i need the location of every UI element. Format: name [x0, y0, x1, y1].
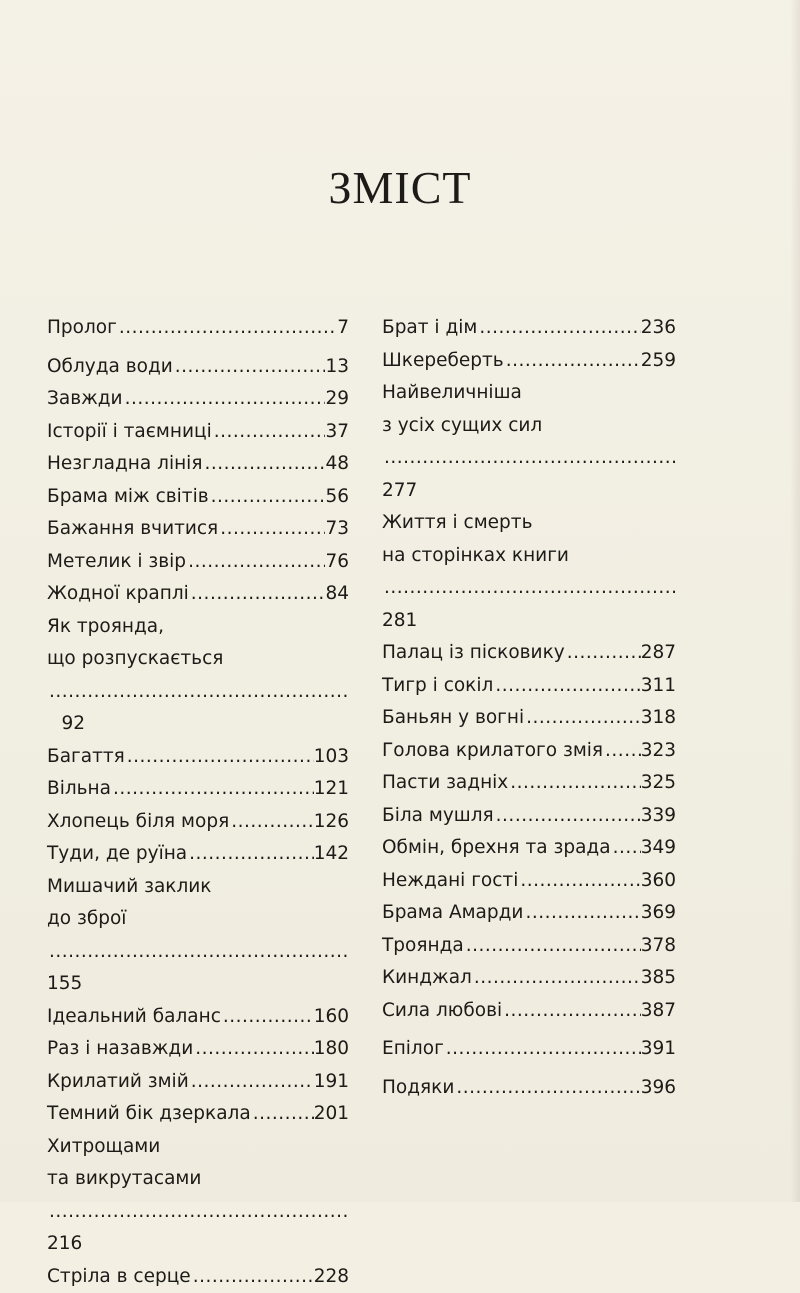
toc-leader-dots	[223, 1001, 314, 1034]
toc-entry-title: Крилатий змій	[47, 1066, 189, 1099]
toc-entry	[382, 1033, 676, 1066]
toc-entry-page: 92	[47, 708, 85, 741]
toc-leader-dots	[191, 1066, 314, 1099]
toc-entry-page: 325	[641, 767, 676, 800]
toc-entry	[382, 312, 676, 345]
toc-leader-dots	[384, 572, 676, 605]
toc-entry-page: 13	[325, 351, 349, 384]
toc-entry-page: 56	[325, 481, 349, 514]
toc-entry	[47, 1261, 349, 1293]
toc-entry-title: Багаття	[47, 741, 125, 774]
toc-entry-title: Троянда	[382, 930, 464, 963]
toc-entry	[382, 930, 676, 963]
toc-entry	[382, 702, 676, 735]
toc-leader-dots	[193, 1261, 314, 1293]
toc-entry-title: Сила любові	[382, 995, 502, 1028]
toc-entry-page: 277	[382, 475, 417, 508]
toc-entry	[47, 871, 349, 1001]
toc-entry-page: 311	[641, 670, 676, 703]
toc-leader-dots	[188, 546, 325, 579]
toc-entry-title: Шкереберть	[382, 345, 504, 378]
toc-entry-title: Голова крилатого змія	[382, 735, 603, 768]
toc-leader-dots	[195, 1033, 313, 1066]
toc-entry-page: 259	[641, 345, 676, 378]
toc-entry	[47, 806, 349, 839]
toc-entry	[382, 377, 676, 507]
toc-entry-page: 387	[641, 995, 676, 1028]
toc-entry-title: Кинджал	[382, 962, 472, 995]
toc-leader-dots	[214, 416, 326, 449]
toc-entry-title: Пасти задніх	[382, 767, 508, 800]
toc-entry-title: Епілог	[382, 1033, 444, 1066]
toc-leader-dots	[113, 773, 314, 806]
toc-leader-dots	[49, 1196, 349, 1229]
toc-entry	[382, 832, 676, 865]
toc-entry-title: Хлопець біля моря	[47, 806, 229, 839]
toc-leader-dots	[526, 702, 641, 735]
toc-leader-dots	[204, 448, 325, 481]
toc-leader-dots	[605, 735, 641, 768]
toc-entry	[47, 1098, 349, 1131]
toc-entry	[47, 312, 349, 345]
page-title: ЗМІСТ	[0, 165, 800, 211]
toc-entry-page: 360	[641, 865, 676, 898]
toc-leader-dots	[384, 442, 676, 475]
toc-entry-page: 126	[314, 806, 349, 839]
toc-leader-dots	[504, 995, 641, 1028]
toc-leader-dots	[520, 865, 640, 898]
toc-entry-title-line2: на сторінках книги	[382, 540, 569, 573]
toc-entry-page: 369	[641, 897, 676, 930]
toc-entry	[47, 546, 349, 579]
toc-entry-title: Брат і дім	[382, 312, 477, 345]
toc-leader-dots	[253, 1098, 314, 1131]
toc-entry-title: Бажання вчитися	[47, 513, 218, 546]
toc-entry-page: 396	[641, 1072, 676, 1105]
toc-entry-title: Палац із пісковику	[382, 637, 565, 670]
toc-leader-dots	[175, 351, 326, 384]
toc-entry-title-line2: до зброї	[47, 903, 126, 936]
toc-leader-dots	[446, 1033, 641, 1066]
toc-entry	[47, 1066, 349, 1099]
toc-entry	[47, 741, 349, 774]
toc-entry	[47, 1131, 349, 1261]
toc-entry-title: Завжди	[47, 383, 123, 416]
toc-entry-page: 121	[314, 773, 349, 806]
toc-entry	[382, 507, 676, 637]
toc-entry-title-line2: з усіх сущих сил	[382, 410, 542, 443]
toc-entry	[382, 345, 676, 378]
toc-entry-page: 180	[314, 1033, 349, 1066]
toc-entry	[382, 897, 676, 930]
toc-entry	[382, 637, 676, 670]
toc-entry-title: Туди, де руїна	[47, 838, 187, 871]
toc-entry-page: 84	[325, 578, 349, 611]
toc-entry-title-line2: що розпускається	[47, 643, 223, 676]
toc-entry	[47, 481, 349, 514]
toc-entry-page: 76	[325, 546, 349, 579]
toc-leader-dots	[49, 936, 349, 969]
toc-leader-dots	[510, 767, 640, 800]
toc-entry-title: Біла мушля	[382, 800, 494, 833]
toc-entry	[47, 773, 349, 806]
toc-leader-dots	[474, 962, 641, 995]
toc-entry	[382, 735, 676, 768]
toc-entry-page: 7	[337, 312, 349, 345]
toc-entry-title: Метелик і звір	[47, 546, 186, 579]
toc-entry-title: Історії і таємниці	[47, 416, 212, 449]
toc-entry-title: Вільна	[47, 773, 111, 806]
toc-leader-dots	[49, 676, 349, 709]
toc-column-right	[382, 312, 676, 1104]
toc-leader-dots	[506, 345, 641, 378]
toc-entry	[47, 578, 349, 611]
toc-entry-title: Тигр і сокіл	[382, 670, 493, 703]
toc-leader-dots	[127, 741, 314, 774]
toc-entry-page: 48	[325, 448, 349, 481]
toc-leader-dots	[466, 930, 641, 963]
toc-entry-page: 228	[314, 1261, 349, 1293]
toc-entry-title: Обмін, брехня та зрада	[382, 832, 611, 865]
toc-entry-title: Брама між світів	[47, 481, 209, 514]
toc-entry-title: Баньян у вогні	[382, 702, 524, 735]
toc-entry-page: 103	[314, 741, 349, 774]
toc-entry-page: 191	[314, 1066, 349, 1099]
toc-entry-title: Незгладна лінія	[47, 448, 202, 481]
toc-entry-page: 155	[47, 968, 82, 1001]
toc-leader-dots	[125, 383, 326, 416]
toc-entry-title-line1: Мишачий заклик	[47, 871, 349, 904]
toc-entry	[47, 1033, 349, 1066]
toc-entry-title-line1: Життя і смерть	[382, 507, 676, 540]
toc-leader-dots	[189, 838, 314, 871]
toc-entry	[47, 351, 349, 384]
toc-entry-page: 29	[325, 383, 349, 416]
toc-entry-title: Ідеальний баланс	[47, 1001, 221, 1034]
toc-leader-dots	[496, 800, 641, 833]
toc-entry-title-line2: та викрутасами	[47, 1163, 201, 1196]
toc-entry-page: 378	[641, 930, 676, 963]
toc-entry-title: Облуда води	[47, 351, 173, 384]
toc-entry-title: Брама Амарди	[382, 897, 523, 930]
toc-entry-title: Подяки	[382, 1072, 454, 1105]
toc-entry-page: 391	[641, 1033, 676, 1066]
toc-entry-title: Темний бік дзеркала	[47, 1098, 251, 1131]
toc-entry-page: 73	[325, 513, 349, 546]
toc-entry	[47, 513, 349, 546]
toc-entry	[382, 670, 676, 703]
toc-entry	[382, 1072, 676, 1105]
toc-leader-dots	[119, 312, 337, 345]
toc-entry-title: Жодної краплі	[47, 578, 189, 611]
toc-entry	[382, 800, 676, 833]
toc-entry	[382, 767, 676, 800]
toc-entry	[382, 995, 676, 1028]
toc-entry-page: 201	[314, 1098, 349, 1131]
toc-entry-page: 160	[314, 1001, 349, 1034]
toc-entry-page: 323	[641, 735, 676, 768]
toc-entry-page: 216	[47, 1228, 82, 1261]
toc-entry	[47, 1001, 349, 1034]
toc-entry-title: Стріла в серце	[47, 1261, 191, 1293]
toc-leader-dots	[231, 806, 313, 839]
toc-entry-page: 37	[325, 416, 349, 449]
toc-entry	[47, 838, 349, 871]
toc-leader-dots	[525, 897, 640, 930]
toc-entry-page: 236	[641, 312, 676, 345]
toc-leader-dots	[456, 1072, 640, 1105]
toc-entry-page: 318	[641, 702, 676, 735]
toc-entry-page: 349	[641, 832, 676, 865]
toc-entry-page: 281	[382, 605, 417, 638]
toc-entry-page: 287	[641, 637, 676, 670]
toc-leader-dots	[613, 832, 641, 865]
toc-leader-dots	[479, 312, 640, 345]
toc-entry-title: Пролог	[47, 312, 117, 345]
toc-entry	[47, 611, 349, 741]
toc-entry	[47, 448, 349, 481]
toc-leader-dots	[495, 670, 640, 703]
toc-entry-page: 385	[641, 962, 676, 995]
toc-entry	[47, 416, 349, 449]
toc-entry-title: Неждані гості	[382, 865, 518, 898]
toc-leader-dots	[567, 637, 641, 670]
toc-entry-title-line1: Найвеличніша	[382, 377, 676, 410]
toc-leader-dots	[191, 578, 326, 611]
toc-entry-page: 339	[641, 800, 676, 833]
toc-entry-title: Раз і назавжди	[47, 1033, 193, 1066]
toc-leader-dots	[211, 481, 326, 514]
toc-entry-page: 142	[314, 838, 349, 871]
toc-entry-title-line1: Хитрощами	[47, 1131, 349, 1164]
toc-column-left	[47, 312, 349, 1293]
toc-entry	[47, 383, 349, 416]
toc-entry	[382, 962, 676, 995]
toc-entry	[382, 865, 676, 898]
toc-entry-title-line1: Як троянда,	[47, 611, 349, 644]
toc-leader-dots	[220, 513, 325, 546]
